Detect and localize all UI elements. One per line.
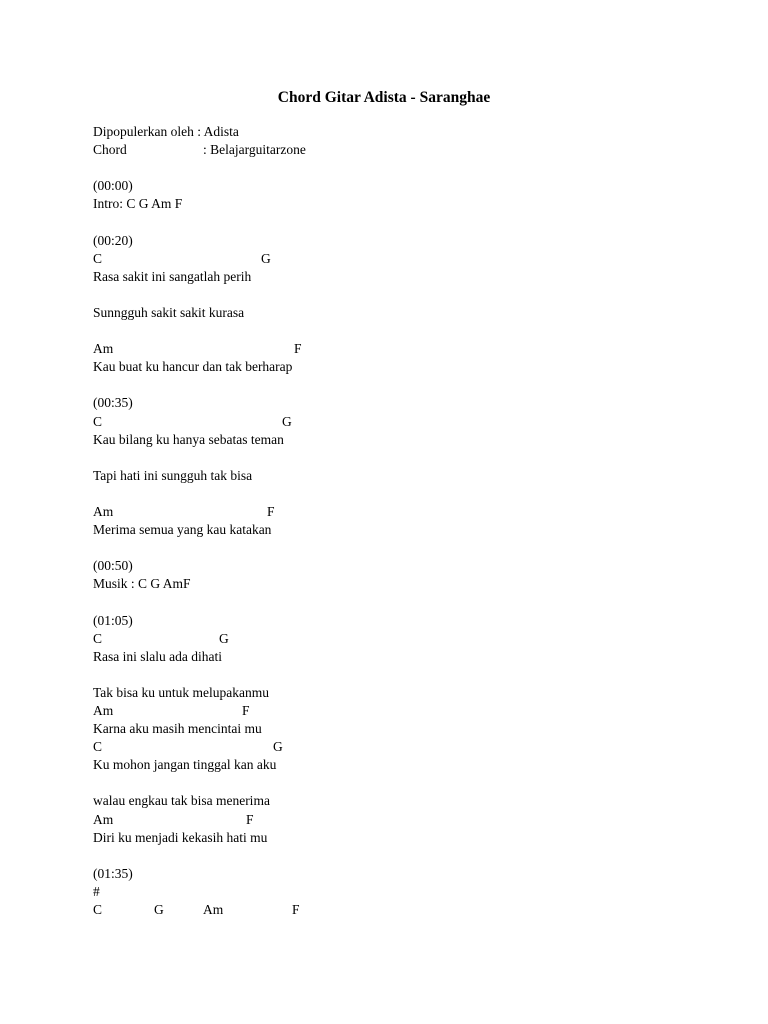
lyric-text: Diri ku menjadi kekasih hati mu <box>93 829 268 845</box>
timestamp <box>93 557 733 575</box>
timestamp <box>93 865 733 883</box>
chord: C <box>93 250 103 266</box>
timestamp-text: (00:35) <box>93 395 133 411</box>
blank-line <box>93 449 733 467</box>
timestamp-text: (00:00) <box>93 178 133 194</box>
lyric-text: Kau buat ku hancur dan tak berharap <box>93 359 293 375</box>
chord-line <box>93 901 733 919</box>
blank-line <box>93 847 733 865</box>
blank-line <box>93 593 733 611</box>
timestamp-text: (00:20) <box>93 232 133 248</box>
chord: F <box>267 503 275 519</box>
chord: Am <box>93 341 114 357</box>
chord: G <box>154 902 164 918</box>
blank-line <box>93 286 733 304</box>
timestamp-text: (00:50) <box>93 558 133 574</box>
chord-line <box>93 250 733 268</box>
chord: Am <box>93 811 114 827</box>
document-title: Chord Gitar Adista - Saranghae <box>277 89 491 106</box>
interlude-line <box>93 575 733 593</box>
chord: C <box>93 630 103 646</box>
document-body <box>93 123 733 919</box>
lyric-text: walau engkau tak bisa menerima <box>93 793 270 809</box>
chord: F <box>292 902 300 918</box>
blank-line <box>93 774 733 792</box>
chord: C <box>93 902 103 918</box>
timestamp <box>93 394 733 412</box>
lyric-line <box>93 521 733 539</box>
chord-line <box>93 738 733 756</box>
chord: Am <box>93 703 114 718</box>
lyric-line <box>93 268 733 286</box>
blank-line <box>93 213 733 231</box>
chord: G <box>273 739 283 755</box>
timestamp-text: (01:35) <box>93 865 133 881</box>
lyric-line <box>93 829 733 847</box>
lyric-line <box>93 358 733 376</box>
lyric-line <box>93 756 733 774</box>
lyric-text: Sunngguh sakit sakit kurasa <box>93 304 245 320</box>
lyric-text: Rasa sakit ini sangatlah perih <box>93 268 252 284</box>
blank-line <box>93 485 733 503</box>
hash-line <box>93 883 733 901</box>
lyric-line <box>93 648 733 666</box>
chord-line <box>93 413 733 431</box>
chord: G <box>219 630 229 646</box>
lyric-text: Kau bilang ku hanya sebatas teman <box>93 431 284 447</box>
lyric-text: Tak bisa ku untuk melupakanmu <box>93 684 270 700</box>
blank-line <box>93 322 733 340</box>
lyric-text: Tapi hati ini sungguh tak bisa <box>93 467 253 483</box>
timestamp <box>93 612 733 630</box>
interlude-text: Musik : C G AmF <box>93 576 191 592</box>
intro-line <box>93 195 733 213</box>
lyric-line <box>93 792 733 810</box>
blank-line <box>93 539 733 557</box>
blank-line <box>93 376 733 394</box>
lyric-line <box>93 304 733 322</box>
chord: F <box>242 703 250 718</box>
chord: F <box>246 811 254 827</box>
chord: G <box>282 413 292 429</box>
lyric-text: Merima semua yang kau katakan <box>93 522 272 538</box>
lyric-text: Rasa ini slalu ada dihati <box>93 648 222 664</box>
lyric-line <box>93 720 733 738</box>
chord-line <box>93 340 733 358</box>
lyric-text: Karna aku masih mencintai mu <box>93 721 262 737</box>
blank-line <box>93 159 733 177</box>
chord-line <box>93 630 733 648</box>
chord-line <box>93 811 733 829</box>
lyric-line <box>93 684 733 702</box>
chord: G <box>261 250 271 266</box>
timestamp <box>93 177 733 195</box>
lyric-line <box>93 467 733 485</box>
hash-mark: # <box>93 883 100 899</box>
timestamp-text: (01:05) <box>93 612 133 628</box>
popularized-line <box>93 123 733 141</box>
chord: Am <box>93 503 114 519</box>
chord: C <box>93 413 103 429</box>
chord-credit-line <box>93 141 733 159</box>
intro-text: Intro: C G Am F <box>93 196 183 212</box>
popularized-text: Dipopulerkan oleh : Adista <box>93 124 239 139</box>
chord-line <box>93 503 733 521</box>
lyric-line <box>93 431 733 449</box>
chord: C <box>93 739 103 755</box>
chord-source: : Belajarguitarzone <box>203 142 306 158</box>
chord: F <box>294 341 302 357</box>
chord-label: Chord <box>93 142 127 158</box>
timestamp <box>93 232 733 250</box>
blank-line <box>93 666 733 684</box>
lyric-text: Ku mohon jangan tinggal kan aku <box>93 757 277 773</box>
chord-line <box>93 702 733 720</box>
chord: Am <box>203 902 224 918</box>
